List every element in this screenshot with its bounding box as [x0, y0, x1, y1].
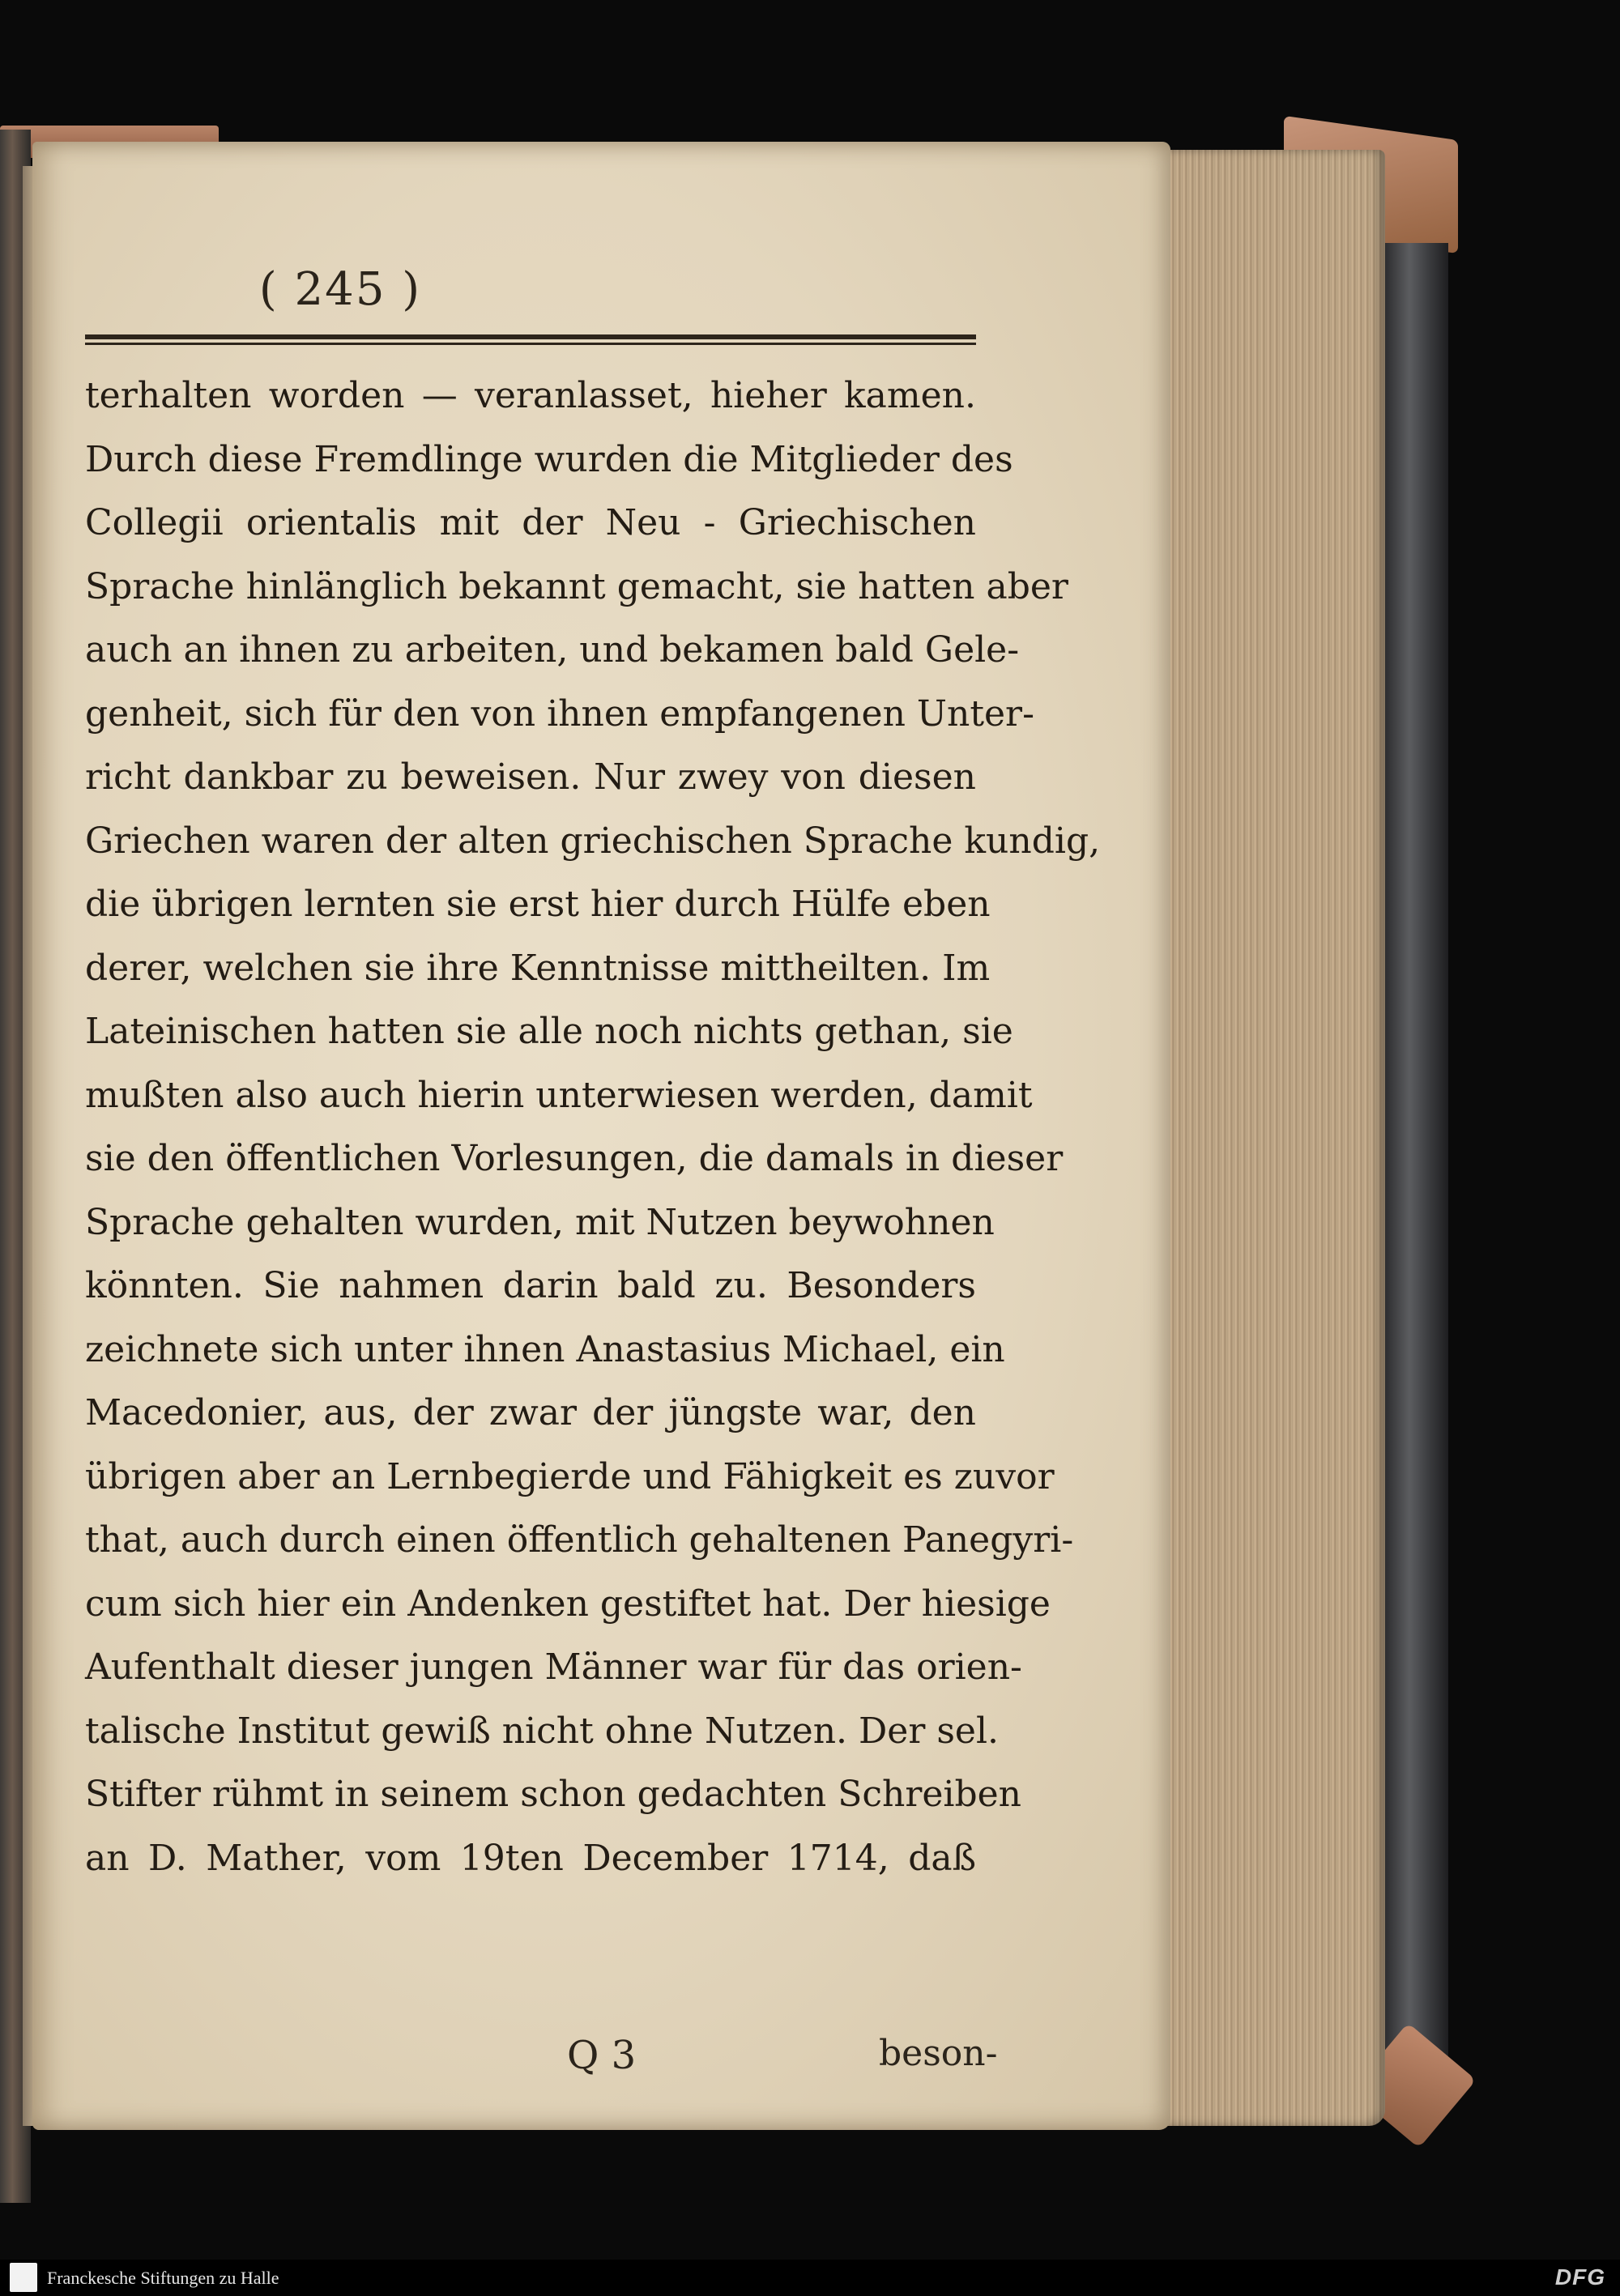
text-line: that, auch durch einen öffentlich gehaltenen Panegyri-	[85, 1519, 1074, 1561]
text-line: übrigen aber an Lernbegierde und Fähigkeit es zuvor	[85, 1455, 1055, 1497]
text-line: derer, welchen sie ihre Kenntnisse mittheilten. Im	[85, 947, 991, 989]
text-line: auch an ihnen zu arbeiten, und bekamen bald Gele-	[85, 629, 1020, 671]
text-line: an D. Mather, vom 19ten December 1714, daß	[85, 1837, 976, 1879]
book-page	[32, 142, 1170, 2130]
text-line: Lateinischen hatten sie alle noch nichts gethan, sie	[85, 1011, 1013, 1052]
footer-bar	[0, 2260, 1620, 2296]
book-cover-edge	[1383, 243, 1448, 2089]
text-line: Aufenthalt dieser jungen Männer war für das orien-	[85, 1646, 1022, 1688]
institution-name: Franckesche Stiftungen zu Halle	[47, 2268, 279, 2288]
text-line: Durch diese Fremdlinge wurden die Mitglieder des	[85, 438, 1013, 480]
text-line: richt dankbar zu beweisen. Nur zwey von diesen	[85, 756, 976, 798]
text-line: Collegii orientalis mit der Neu - Griechischen	[85, 502, 976, 543]
text-line: Griechen waren der alten griechischen Sprache kundig,	[85, 820, 1101, 862]
text-line: talische Institut gewiß nicht ohne Nutzen. Der sel.	[85, 1710, 1000, 1752]
text-line: terhalten worden — veranlasset, hieher kamen.	[85, 375, 976, 416]
text-line: genheit, sich für den von ihnen empfangenen Unter-	[85, 692, 1034, 735]
text-line: zeichnete sich unter ihnen Anastasius Michael, ein	[85, 1328, 1005, 1370]
body-text	[85, 364, 1101, 1890]
text-line: Stifter rühmt in seinem schon gedachten Schreiben	[85, 1774, 1022, 1815]
text-line: Sprache gehalten wurden, mit Nutzen beywohnen	[85, 1201, 995, 1243]
institution-logo-icon	[10, 2263, 37, 2292]
header-rule-thin	[85, 343, 976, 345]
page-number: ( 245 )	[258, 263, 422, 316]
text-line: Macedonier, aus, der zwar der jüngste war, den	[85, 1392, 976, 1433]
text-line: die übrigen lernten sie erst hier durch Hülfe eben	[85, 884, 991, 925]
text-line: mußten also auch hierin unterwiesen werden, damit	[85, 1074, 1033, 1116]
text-line: sie den öffentlichen Vorlesungen, die damals in dieser	[85, 1138, 1064, 1179]
page-block-edge	[1162, 150, 1385, 2126]
header-rule	[85, 334, 976, 339]
dfg-logo: DFG	[1554, 2264, 1605, 2290]
signature-mark: Q 3	[567, 2033, 637, 2078]
text-line: könnten. Sie nahmen darin bald zu. Besonders	[85, 1265, 976, 1306]
text-line: cum sich hier ein Andenken gestiftet hat. Der hiesige	[85, 1582, 1051, 1625]
text-line: Sprache hinlänglich bekannt gemacht, sie hatten aber	[85, 565, 1068, 607]
catchword: beson-	[879, 2033, 998, 2074]
